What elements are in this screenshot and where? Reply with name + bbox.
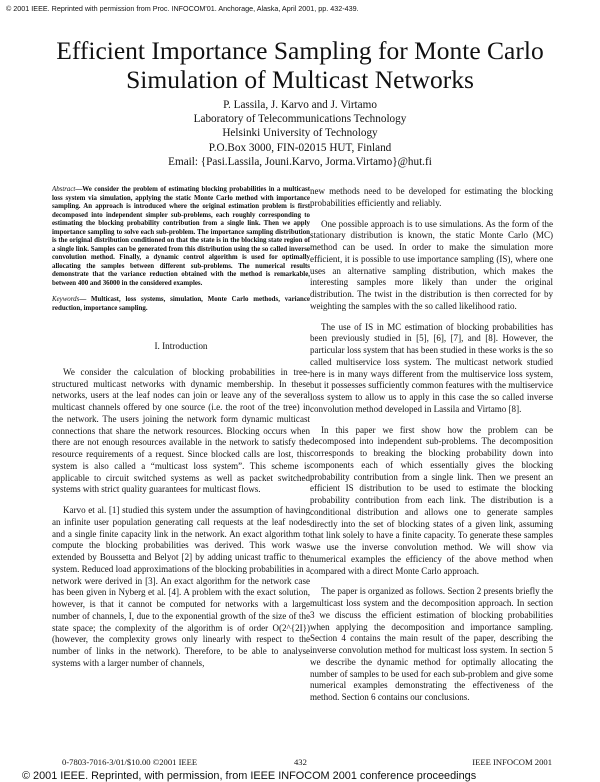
footer-conference: IEEE INFOCOM 2001	[472, 757, 552, 767]
title-line-2: Simulation of Multicast Networks	[126, 65, 474, 94]
affiliation: Laboratory of Telecommunications Technology	[193, 113, 407, 126]
bottom-copyright-note: © 2001 IEEE. Reprinted, with permission, from IEEE INFOCOM 2001 conference proceedings	[22, 770, 477, 782]
body-paragraph: Karvo et al. [1] studied this system under the assumption of having an infinite user population generating call requests at the leaf nodes and a single finite capacity link in the network. An exact algorithm to compute the blocking probabilities was derived. This work was extended by Boussetta and Belyot [2] by adding unicast traffic to the system. Reduced load approximations of the blocking probabilities in a network were derived in [3]. An exact algorithm for the network case has been given in Nyberg et al. [4]. A problem with the exact solution, however, is that it cannot be computed for networks with a large number of channels, I, due to the exponential growth of the size of the state space; the complexity of the algorithm is of order O(2^{2I}) (however, the complexity grows only linearly with respect to the number of links in the network). Therefore, to be able to analyse systems with a larger number of channels,	[52, 505, 310, 668]
title-line-1: Efficient Importance Sampling for Monte Carlo	[56, 36, 544, 65]
body-paragraph: One possible approach is to use simulations. As the form of the stationary distribution is known, the static Monte Carlo (MC) method can be used. In order to make the simulation more efficient, it is possible to use importance sampling (IS), where one uses an alternative sampling distribution, which makes the interesting samples more likely than under the original distribution. The twist in the distribution is then corrected for by weighting the samples with the so called likelihood ratio.	[310, 218, 553, 311]
footer-isbn: 0-7803-7016-3/01/$10.00 ©2001 IEEE	[62, 757, 198, 767]
body-paragraph: new methods need to be developed for estimating the blocking probabilities efficiently and reliably.	[310, 186, 553, 208]
body-paragraph: The paper is organized as follows. Section 2 presents briefly the multicast loss system and the decomposition approach. In section 3 we discuss the efficient estimation of blocking probabilities when applying the decomposition and importance sampling. Section 4 contains the main result of the paper, describing the inverse convolution method for multicast loss system. In section 5 we describe the dynamic method for optimally allocating the number of samples to be used for each sub-problem and give some numerical examples demonstrating the effectiveness of the method. Section 6 contains our conclusions.	[310, 586, 553, 702]
paper-title	[0, 36, 600, 94]
abstract	[52, 186, 310, 288]
keywords-label: Keywords	[52, 296, 80, 303]
page-number: 432	[294, 757, 307, 767]
section-heading: I. Introduction	[154, 341, 208, 351]
header-copyright-note: © 2001 IEEE. Reprinted with permission from Proc. INFOCOM'01. Anchorage, Alaska, April 2001, pp. 432-439.	[6, 4, 359, 13]
right-column	[310, 186, 553, 704]
abstract-label: Abstract	[52, 186, 76, 193]
university: Helsinki University of Technology	[222, 127, 378, 140]
body-paragraph: The use of IS in MC estimation of blocking probabilities has been previously studied in [5], [6], [7], and [8]. However, the particular loss system that has been studied in these works is the so called multiservice loss system. The multicast network studied here is in many ways different from the multiservice loss system, but it possesses sufficiently common features with the multiservice loss system to allow us to apply in this case the so called inverse convolution method developed in Lassila and Virtamo [8].	[310, 321, 553, 414]
left-column	[52, 186, 310, 670]
author-emails: Email: {Pasi.Lassila, Jouni.Karvo, Jorma.Virtamo}@hut.fi	[168, 155, 432, 168]
postal-address: P.O.Box 3000, FIN-02015 HUT, Finland	[208, 141, 392, 154]
author-block	[0, 98, 600, 169]
author-names: P. Lassila, J. Karvo and J. Virtamo	[223, 99, 377, 111]
body-paragraph: In this paper we first show how the problem can be decomposed into independent sub-problems. The decomposition corresponds to breaking the blocking probability down into components each of which essentially gives the blocking probability contribution from a single link. Then we present an efficient IS distribution to be used to estimate the blocking probability contribution from each link. The distribution is a conditional distribution and allows one to generate samples directly into the set of blocking states of a given link, assuming that link solely to have a finite capacity. To generate these samples we use the inverse convolution method. We will show via numerical examples the efficiency of the above method when compared with a direct Monte Carlo approach.	[310, 424, 553, 576]
body-paragraph: We consider the calculation of blocking probabilities in tree-structured multicast networks with dynamic membership. In these networks, users at the leaf nodes can join or leave any of the several multicast channels offered by one source (i.e. the root of the tree) in the network. The users joining the network form dynamic multicast connections that share the network resources. Blocking occurs when there are not enough resources available in the network to satisfy the resource requirements of a request. Since blocked calls are lost, this system is also called a “multicast loss system”. This scheme is applicable to circuit switched systems as well as packet switched systems with strict quality guarantees for multicast flows.	[52, 366, 310, 495]
keywords-text: — Multicast, loss systems, simulation, Monte Carlo methods, variance reduction, importance sampling.	[52, 296, 310, 312]
abstract-text: —We consider the problem of estimating blocking probabilities in a multicast loss system via simulation, applying the static Monte Carlo method with importance sampling. An approach is introduced where the original estimation problem is first decomposed into independent simpler sub-problems, each roughly corresponding to estimating the blocking probability contribution from a single link. Then we apply importance sampling to solve each sub-problem. The importance sampling distribution is the original distribution conditioned on that the state is in the blocking state region of a single link. Samples can be generated from this distribution using the so called inverse convolution method. Finally, a dynamic control algorithm is used for optimally allocating the samples between different sub-problems. The numerical results demonstrate that the variance reduction obtained with the method is remarkable, between 400 and 36000 in the considered examples.	[52, 186, 310, 287]
keywords	[52, 296, 310, 313]
